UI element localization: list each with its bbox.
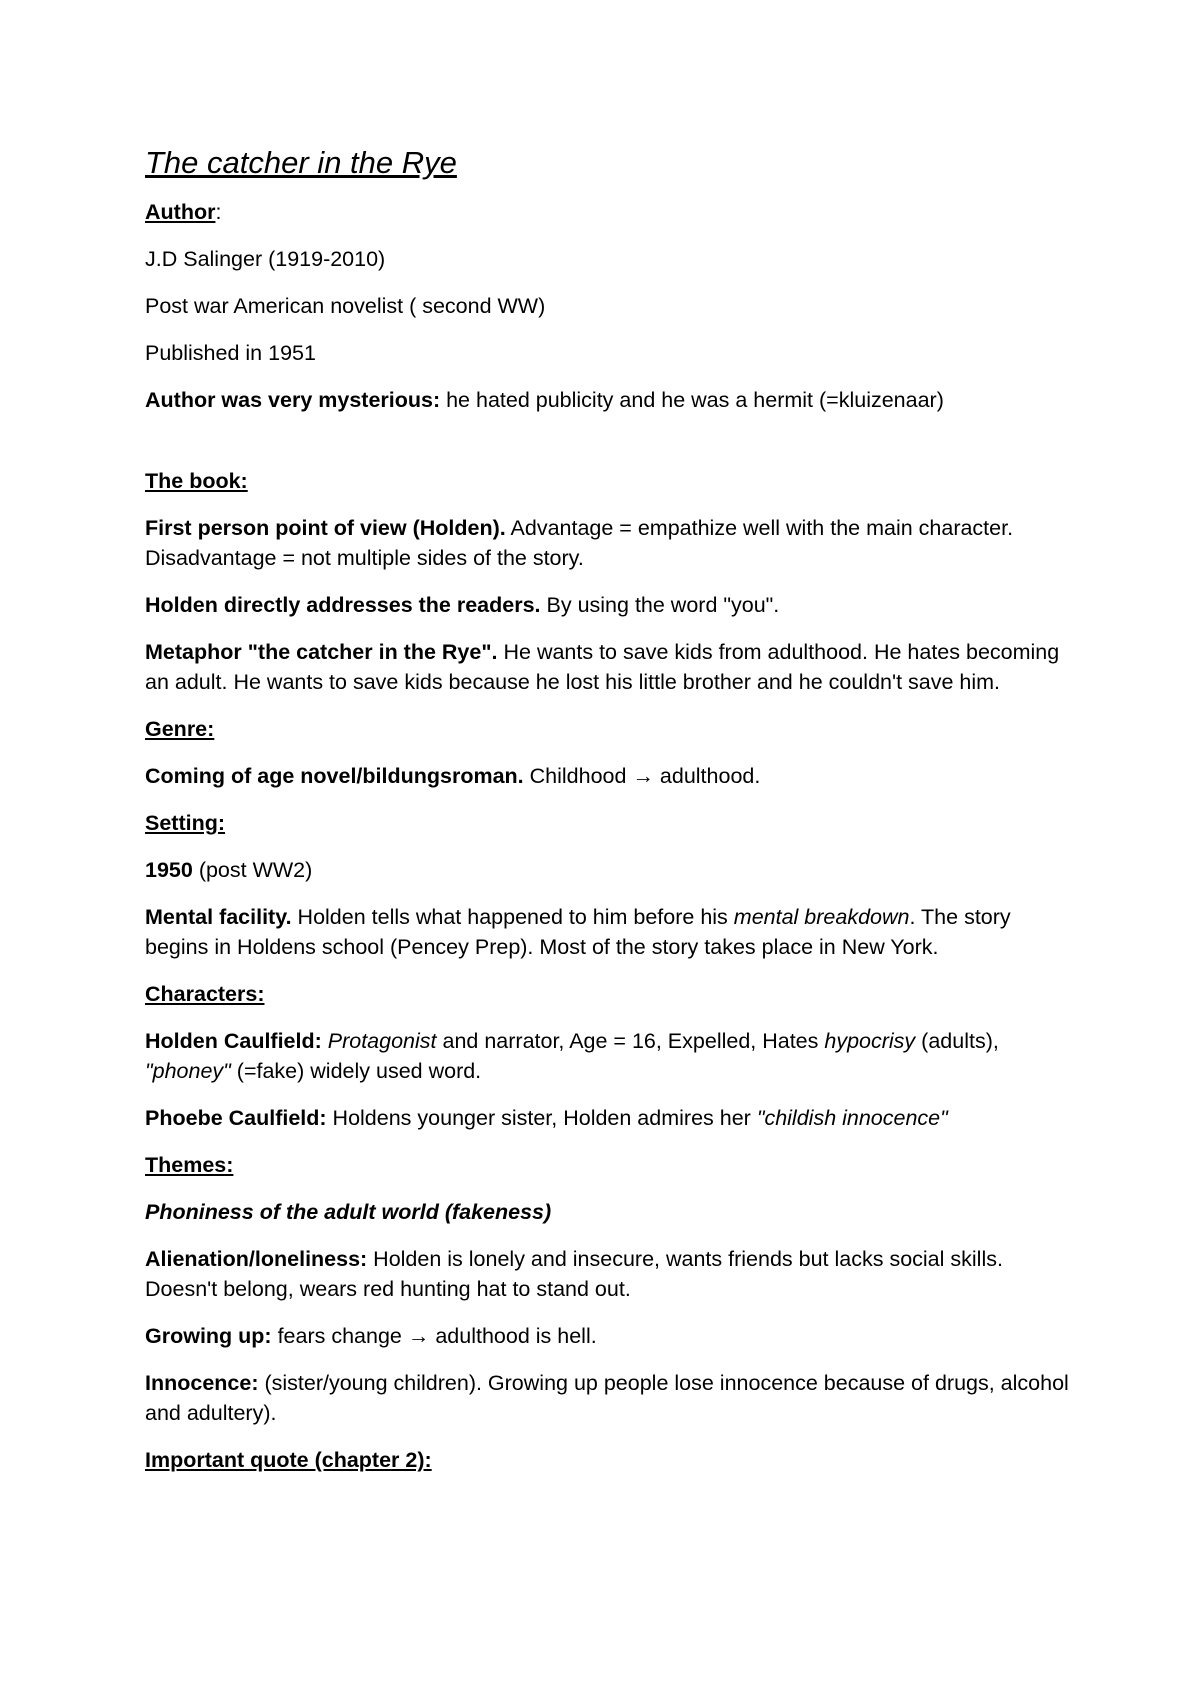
theme-phoniness [145,1197,1075,1227]
themes-heading: Themes: [145,1153,234,1177]
book-pov-text: Advantage = empathize well with the main character. Disadvantage = not multiple sides of the story. [145,516,1014,570]
setting-facility-text-1: Holden tells what happened to him before his [291,905,734,929]
setting-year-label: 1950 [145,858,193,882]
phoebe-italic: "childish innocence" [756,1106,948,1130]
published-year: Published in 1951 [145,341,316,365]
holden-italic-2: hypocrisy [824,1029,916,1053]
genre-label: Coming of age novel/bildungsroman. [145,764,524,788]
book-address-text: By using the word "you". [540,593,780,617]
book-metaphor-text: He wants to save kids from adulthood. He hates becoming an adult. He wants to save kids because he lost his little brother and he couldn't save him. [145,640,1060,694]
growing-label: Growing up: [145,1324,272,1348]
book-pov-label: First person point of view (Holden). [145,516,506,540]
character-holden [145,1026,1075,1086]
holden-italic-1: Protagonist [321,1029,437,1053]
genre-heading: Genre: [145,717,215,741]
setting-facility [145,902,1075,962]
book-metaphor [145,637,1075,697]
alienation-label: Alienation/loneliness: [145,1247,368,1271]
author-mystery-label: Author was very mysterious: [145,388,441,412]
quote-heading-line [145,1445,1075,1475]
genre-text-2: adulthood. [653,764,761,788]
author-heading-line [145,197,1075,227]
document-title: The catcher in the Rye [145,145,457,180]
growing-text-2: adulthood is hell. [429,1324,597,1348]
section-gap [145,432,1075,466]
setting-facility-italic: mental breakdown [733,905,910,929]
characters-heading: Characters: [145,982,265,1006]
arrow-right-icon: → [632,764,654,788]
book-address [145,590,1075,620]
holden-text-1: and narrator, Age = 16, Expelled, Hates [436,1029,825,1053]
theme-innocence [145,1368,1075,1428]
book-metaphor-label: Metaphor "the catcher in the Rye". [145,640,498,664]
themes-heading-line [145,1150,1075,1180]
setting-facility-label: Mental facility. [145,905,292,929]
innocence-label: Innocence: [145,1371,259,1395]
setting-year [145,855,1075,885]
author-heading: Author [145,200,216,224]
character-phoebe [145,1103,1075,1133]
holden-label: Holden Caulfield: [145,1029,322,1053]
phoebe-text: Holdens younger sister, Holden admires her [326,1106,757,1130]
book-address-label: Holden directly addresses the readers. [145,593,541,617]
book-heading: The book: [145,469,248,493]
theme-phoniness-text: Phoniness of the adult world (fakeness) [145,1200,552,1224]
phoebe-label: Phoebe Caulfield: [145,1106,327,1130]
innocence-text: (sister/young children). Growing up people lose innocence because of drugs, alcohol and adultery). [145,1371,1069,1425]
author-mystery-text: he hated publicity and he was a hermit (=kluizenaar) [440,388,944,412]
setting-year-text: (post WW2) [192,858,313,882]
genre-text-1: Childhood [523,764,633,788]
document-page [145,143,1075,1492]
theme-alienation [145,1244,1075,1304]
author-heading-colon: : [215,200,222,224]
holden-text-3: (=fake) widely used word. [230,1059,482,1083]
quote-heading: Important quote (chapter 2): [145,1448,432,1472]
setting-heading-line [145,808,1075,838]
setting-heading: Setting: [145,811,226,835]
author-name: J.D Salinger (1919-2010) [145,247,386,271]
theme-growing-up [145,1321,1075,1351]
author-description: Post war American novelist ( second WW) [145,294,546,318]
setting-facility-text-2: . The story begins in Holdens school (Pencey Prep). Most of the story takes place in New York. [145,905,1011,959]
book-pov [145,513,1075,573]
book-heading-line [145,466,1075,496]
author-mystery [145,385,1075,415]
genre-heading-line [145,714,1075,744]
growing-text-1: fears change [271,1324,408,1348]
genre-line [145,761,1075,791]
holden-text-2: (adults), [915,1029,999,1053]
arrow-right-icon: → [407,1324,430,1348]
holden-italic-3: "phoney" [145,1059,231,1083]
alienation-text: Holden is lonely and insecure, wants friends but lacks social skills. Doesn't belong, wears red hunting hat to stand out. [145,1247,1003,1301]
characters-heading-line [145,979,1075,1009]
